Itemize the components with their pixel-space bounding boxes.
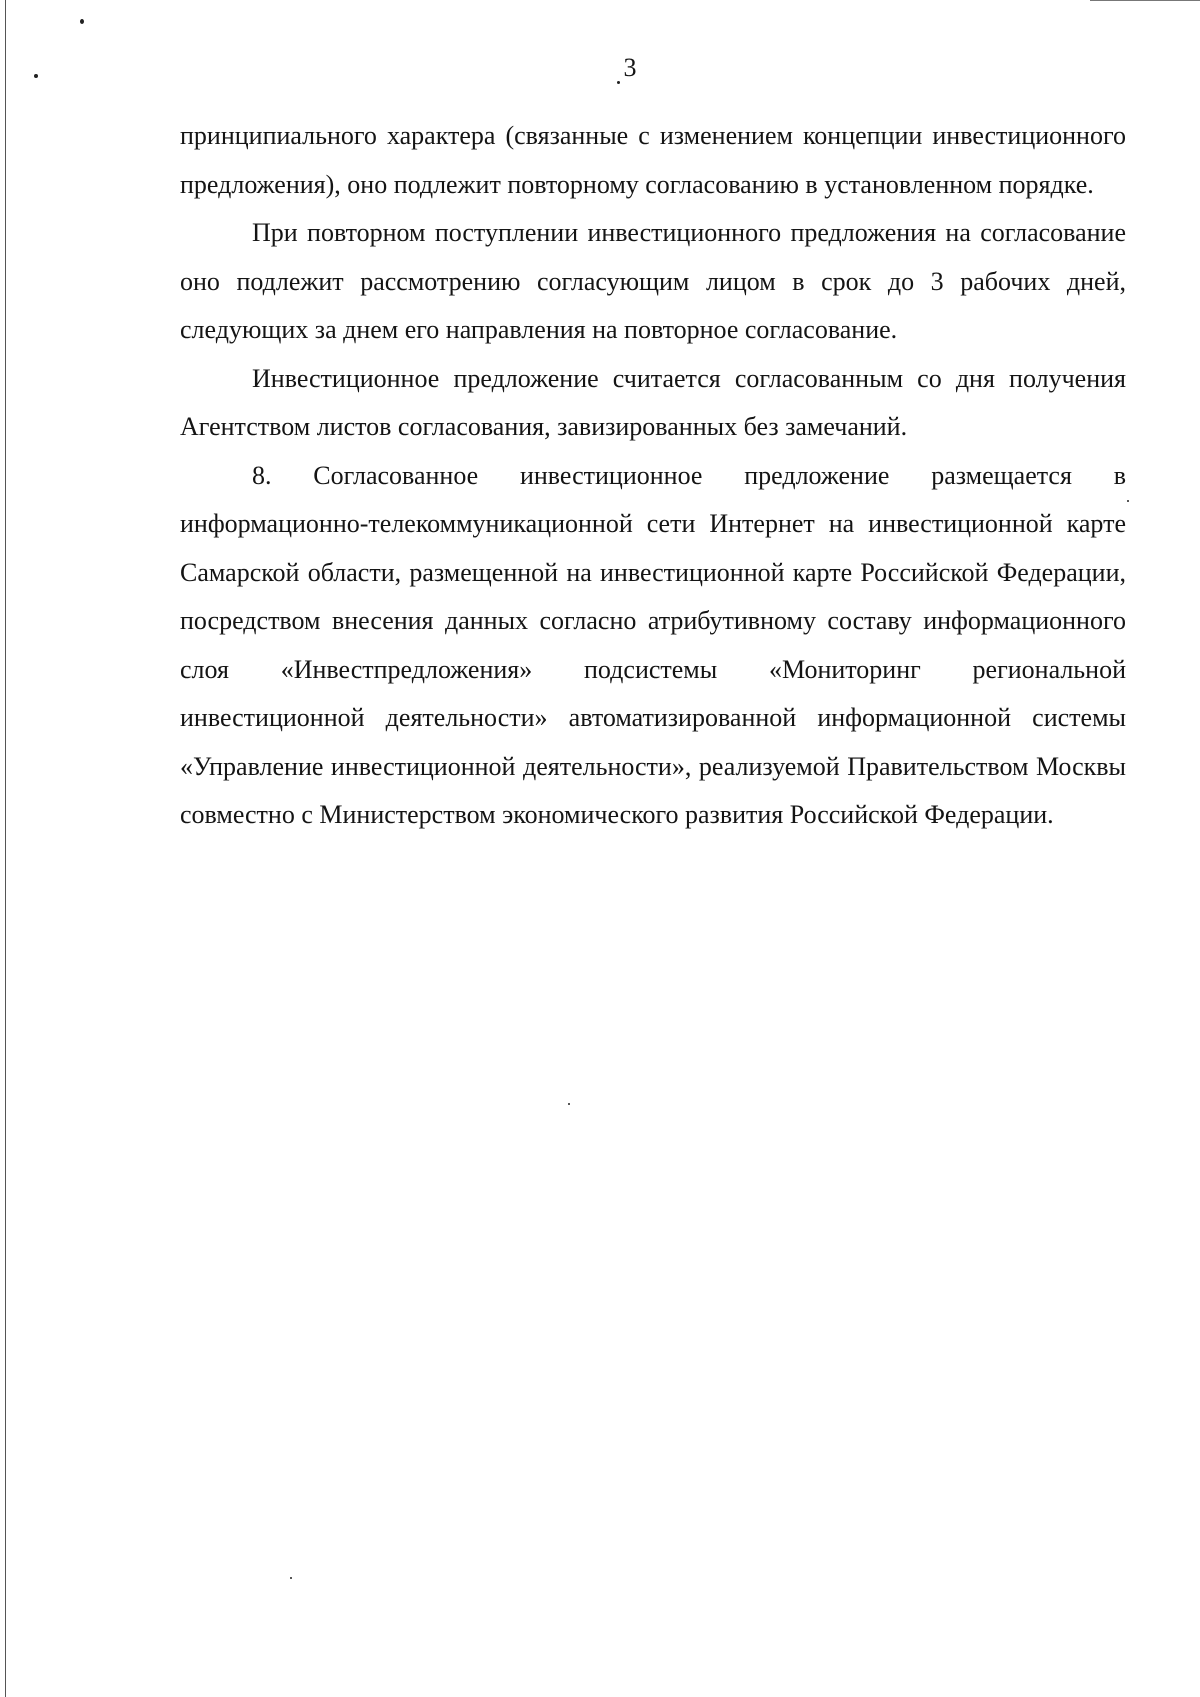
- paragraph-item-8: 8. Согласованное инвестиционное предложение размещается в информационно-телекоммуникационной сети Интернет на инвестиционной карте Самарской области, размещенной на инвестиционной карте Российской Федерации, посредством внесения данных согласно атрибутивному составу информационного слоя «Инвестпредложения» подсистемы «Мониторинг региональной инвестиционной деятельности» автоматизированной информационной системы «Управление инвестиционной деятельности», реализуемой Правительством Москвы совместно с Министерством экономического развития Российской Федерации.: [180, 460, 1126, 829]
- paragraph-repeat-submission: При повторном поступлении инвестиционного предложения на согласование оно подлежит рассмотрению согласующим лицом в срок до 3 рабочих дней, следующих за днем его направления на повторное согласование.: [180, 218, 1126, 344]
- scan-speck: [568, 1103, 570, 1105]
- paragraph-continuation: принципиального характера (связанные с изменением концепции инвестиционного предложения), оно подлежит повторному согласованию в установленном порядке.: [180, 121, 1126, 199]
- scan-speck: [80, 19, 84, 24]
- paragraph-approval-date: Инвестиционное предложение считается согласованным со дня получения Агентством листов согласования, завизированных без замечаний.: [180, 363, 1126, 441]
- scan-left-edge: [5, 0, 6, 1697]
- scan-speck: [290, 1577, 292, 1579]
- document-body: [180, 112, 1126, 840]
- scan-speck: [1127, 500, 1129, 502]
- scan-top-edge: [1090, 0, 1200, 1]
- page-number: 3: [623, 53, 637, 82]
